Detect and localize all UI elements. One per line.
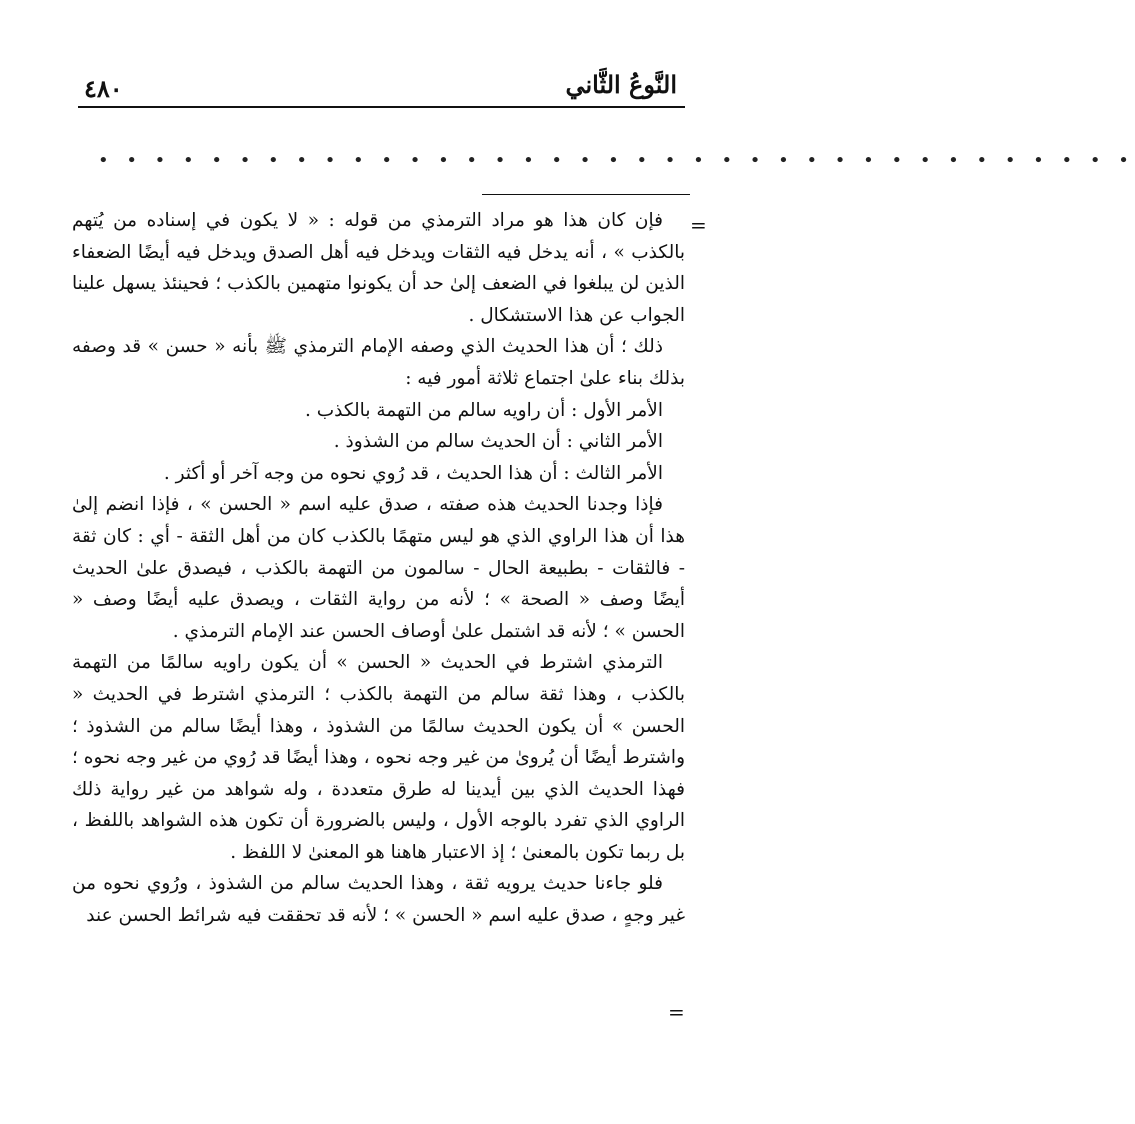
chapter-title: النَّوعُ الثَّاني xyxy=(565,70,677,99)
footnote-body xyxy=(72,205,685,932)
page-number: ٤٨٠ xyxy=(84,74,123,103)
paragraph-4: الترمذي اشترط في الحديث « الحسن » أن يكون راويه سالمًا من التهمة بالكذب ، وهذا ثقة سالم من التهمة بالكذب ؛ الترمذي اشترط في الحديث « الحسن » أن يكون الحديث سالمًا من الشذوذ ، وهذا أيضًا سالم من الشذوذ ؛ واشترط أيضًا أن يُروىٰ من غير وجه نحوه ، وهذا أيضًا قد رُوي من غير وجه نحوه ؛ فهذا الحديث الذي بين أيدينا له طرق متعددة ، وله شواهد من غير رواية ذلك الراوي الذي تفرد بالوجه الأول ، وليس بالضرورة أن تكون هذه الشواهد باللفظ ، بل ربما تكون بالمعنىٰ ؛ إذ الاعتبار هاهنا هو المعنىٰ لا اللفظ . xyxy=(72,652,685,863)
page-header xyxy=(78,60,685,108)
footnote-rule xyxy=(482,194,690,195)
paragraph-3: فإذا وجدنا الحديث هذه صفته ، صدق عليه اسم « الحسن » ، فإذا انضم إلىٰ هذا أن هذا الراوي الذي هو ليس متهمًا بالكذب كان من أهل الثقة - أي : كان ثقة - فالثقات - بطبيعة الحال - سالمون من التهمة بالكذب ، فيصدق علىٰ الحديث أيضًا وصف « الصحة » ؛ لأنه من رواية الثقات ، ويصدق عليه أيضًا وصف « الحسن » ؛ لأنه قد اشتمل علىٰ أوصاف الحسن عند الإمام الترمذي . xyxy=(72,494,685,642)
list-item-third-matter: الأمر الثالث : أن هذا الحديث ، قد رُوي نحوه من وجه آخر أو أكثر . xyxy=(163,462,663,484)
paragraph-5: فلو جاءنا حديث يرويه ثقة ، وهذا الحديث سالم من الشذوذ ، ورُوي نحوه من غير وجهٍ ، صدق عليه اسم « الحسن » ؛ لأنه قد تحققت فيه شرائط الحسن عند xyxy=(72,873,685,927)
paragraph-1: فإن كان هذا هو مراد الترمذي من قوله : « لا يكون في إسناده من يُتهم بالكذب » ، أنه يدخل فيه الثقات ويدخل فيه أهل الصدق ويدخل فيه أيضًا الضعفاء الذين لن يبلغوا في الضعف إلىٰ حد أن يكونوا متهمين بالكذب ؛ فحينئذ يسهل علينا الجواب عن هذا الاستشكال . xyxy=(72,210,685,326)
continuation-mark-end: = xyxy=(668,1000,685,1024)
paragraph-2: ذلك ؛ أن هذا الحديث الذي وصفه الإمام الترمذي ﷺ بأنه « حسن » قد وصفه بذلك بناء علىٰ اجتماع ثلاثة أمور فيه : xyxy=(72,336,685,389)
continuation-mark-start: = xyxy=(690,213,707,237)
list-item-second-matter: الأمر الثاني : أن الحديث سالم من الشذوذ . xyxy=(333,431,663,453)
separator-dots: • • • • • • • • • • • • • • • • • • • • • • • • • • • • • • • • • • • • • xyxy=(98,150,1135,171)
list-item-first-matter: الأمر الأول : أن راويه سالم من التهمة بالكذب . xyxy=(304,399,663,421)
